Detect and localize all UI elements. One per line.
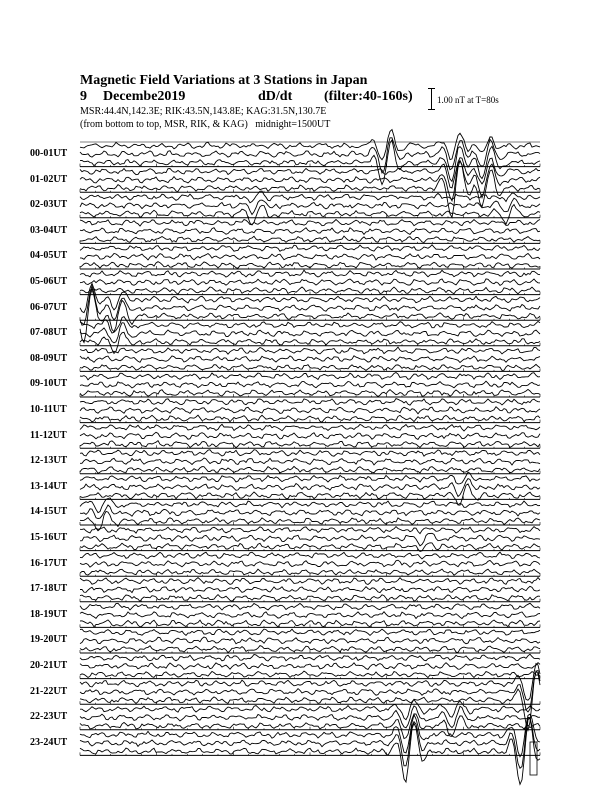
trace-rik <box>80 612 540 619</box>
hour-label: 19-20UT <box>30 634 68 646</box>
hour-label: 21-22UT <box>30 685 68 697</box>
date-month-year: Decembe2019 <box>103 89 186 104</box>
trace-kag <box>80 578 540 585</box>
hour-label: 18-19UT <box>30 608 68 620</box>
trace-kag <box>80 450 540 457</box>
hour-label: 22-23UT <box>30 711 68 723</box>
date-day: 9 <box>80 89 87 104</box>
trace-kag <box>80 498 540 513</box>
trace-rik <box>80 381 540 388</box>
trace-rik <box>80 356 540 363</box>
trace-kag <box>80 424 540 431</box>
trace-msr <box>80 671 540 730</box>
midnight-note: midnight=1500UT <box>255 119 331 130</box>
trace-msr <box>80 262 540 269</box>
hour-label: 09-10UT <box>30 378 68 390</box>
trace-rik <box>80 533 540 546</box>
hour-label: 13-14UT <box>30 480 68 492</box>
trace-kag <box>80 552 540 559</box>
trace-kag <box>80 654 540 661</box>
trace-kag <box>80 130 540 160</box>
trace-rik <box>80 505 540 519</box>
hour-label: 20-21UT <box>30 660 68 671</box>
trace-rik <box>80 458 540 465</box>
hour-label: 01-02UT <box>30 173 68 185</box>
trace-rik <box>80 323 540 343</box>
trace-kag <box>80 629 540 635</box>
hour-label: 06-07UT <box>30 301 68 313</box>
trace-kag <box>80 399 540 406</box>
trace-rik <box>80 138 540 173</box>
hour-label: 10-11UT <box>30 404 67 415</box>
hour-label: 02-03UT <box>30 199 68 211</box>
hour-label: 14-15UT <box>30 506 68 518</box>
hour-label: 17-18UT <box>30 583 68 595</box>
trace-rik <box>80 663 540 670</box>
trace-rik <box>80 228 540 235</box>
trace-kag <box>80 220 540 227</box>
trace-rik <box>80 254 540 261</box>
filter-label: (filter:40-160s) <box>324 89 413 104</box>
trace-msr <box>80 289 540 342</box>
chart-title: Magnetic Field Variations at 3 Stations in Japan <box>80 73 368 88</box>
quantity-label: dD/dt <box>258 89 293 104</box>
trace-kag <box>80 664 540 701</box>
hour-label: 23-24UT <box>30 736 68 748</box>
hour-label: 12-13UT <box>30 455 68 467</box>
trace-rik <box>80 479 540 497</box>
trace-rik <box>80 279 540 286</box>
trace-rik <box>80 637 540 644</box>
trace-kag <box>80 270 540 277</box>
hour-label: 04-05UT <box>30 250 68 262</box>
hour-label: 05-06UT <box>30 276 68 287</box>
trace-kag <box>80 245 540 252</box>
trace-kag <box>80 603 540 610</box>
trace-kag <box>80 373 540 380</box>
station-coordinates: MSR:44.4N,142.3E; RIK:43.5N,143.8E; KAG:31.5N,130.7E <box>80 106 327 117</box>
trace-kag <box>80 527 540 534</box>
hour-label: 11-12UT <box>30 429 67 441</box>
trace-rik <box>80 560 540 567</box>
hour-label: 08-09UT <box>30 352 68 364</box>
hour-label: 00-01UT <box>30 148 68 159</box>
hour-label: 15-16UT <box>30 532 68 543</box>
hour-label: 03-04UT <box>30 224 68 236</box>
hour-label: 07-08UT <box>30 327 68 339</box>
trace-kag <box>80 347 540 354</box>
scale-label: 1.00 nT at T=80s <box>437 95 499 105</box>
trace-msr <box>80 236 540 242</box>
trace-rik <box>80 407 540 414</box>
order-note: (from bottom to top, MSR, RIK, & KAG) <box>80 119 248 130</box>
trace-rik <box>80 586 540 592</box>
trace-rik <box>80 432 540 439</box>
hour-label: 16-17UT <box>30 557 68 569</box>
